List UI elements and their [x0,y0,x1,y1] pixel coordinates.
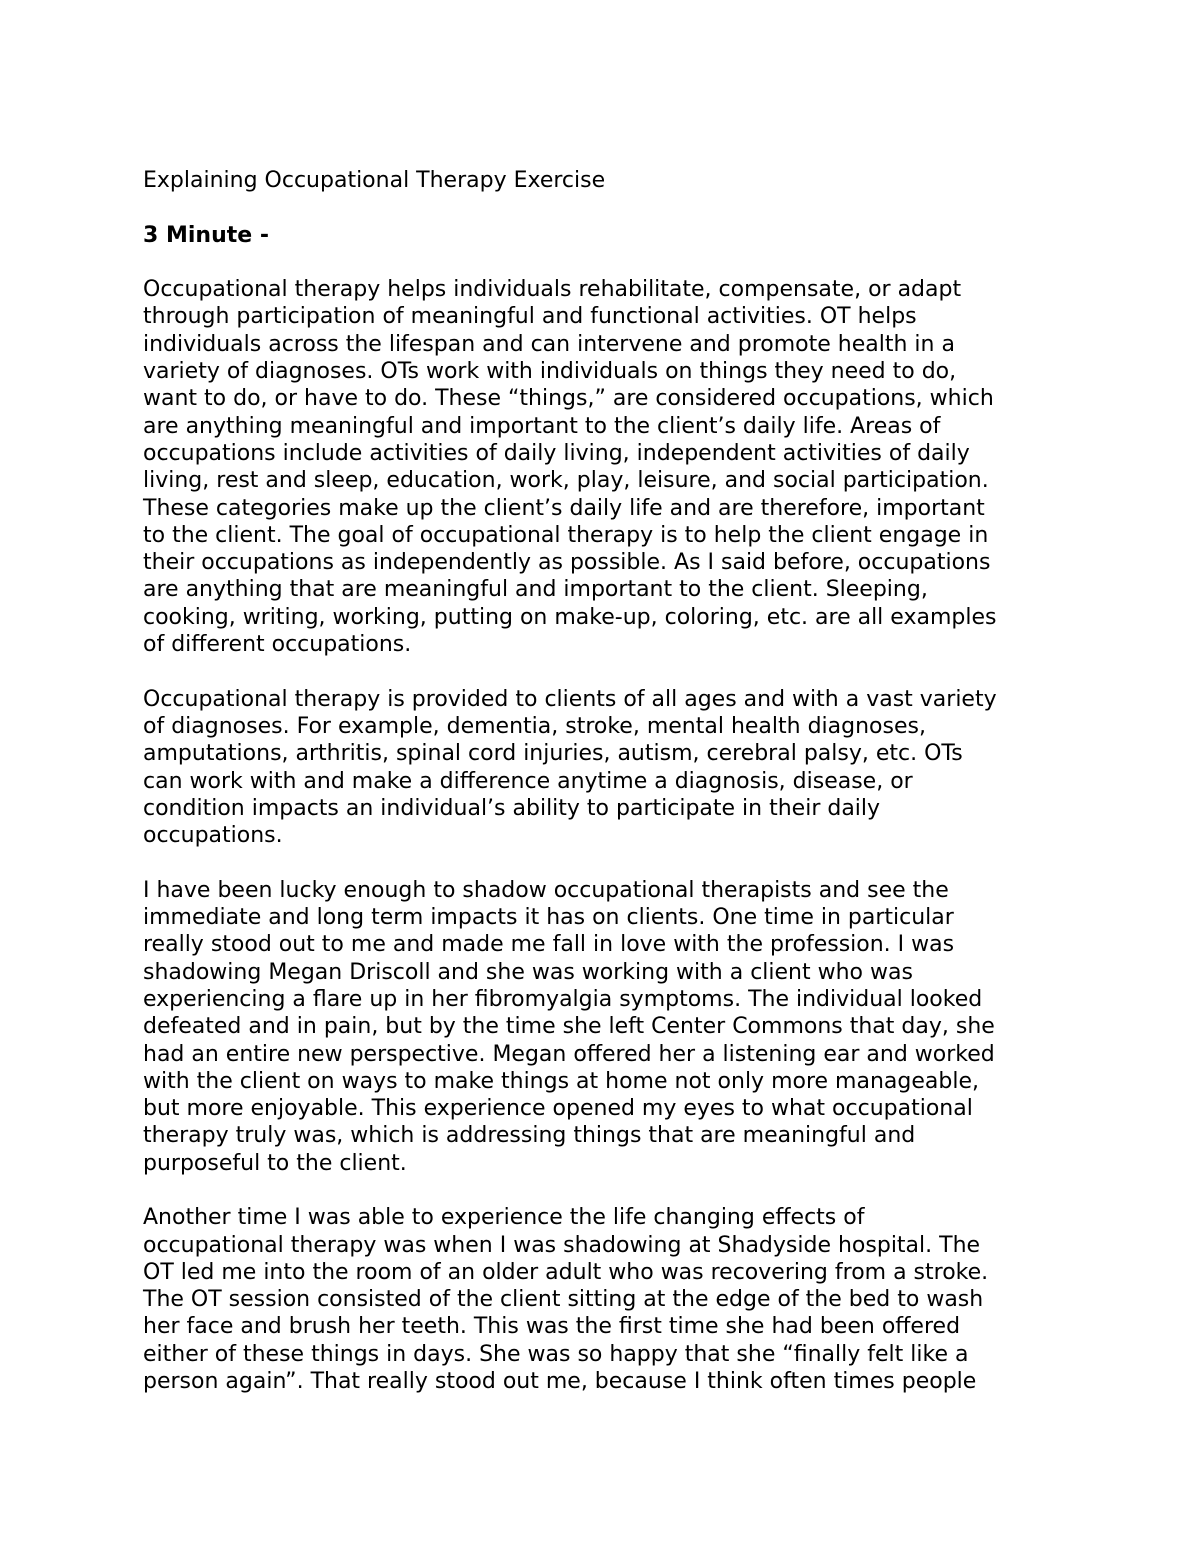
document-body [143,167,1068,1395]
paragraph-what-is-ot: Occupational therapy helps individuals rehabilitate, compensate, or adapt through participation of meaningful and functional activities. OT helps individuals across the lifespan and can intervene and promote health in a variety of diagnoses. OTs work with individuals on things they need to do, want to do, or have to do. These “things,” are considered occupations, which are anything meaningful and important to the client’s daily life. Areas of occupations include activities of daily living, independent activities of daily living, rest and sleep, education, work, play, leisure, and social participation. These categories make up the client’s daily life and are therefore, important to the client. The goal of occupational therapy is to help the client engage in their occupations as independently as possible. As I said before, occupations are anything that are meaningful and important to the client. Sleeping, cooking, writing, working, putting on make-up, coloring, etc. are all examples of different occupations. [143,277,997,658]
document-subtitle: 3 Minute - [143,222,269,248]
paragraph-shadowing-experience: I have been lucky enough to shadow occupational therapists and see the immediate and long term impacts it has on clients. One time in particular really stood out to me and made me fall in love with the profession. I was shadowing Megan Driscoll and she was working with a client who was experiencing a flare up in her fibromyalgia symptoms. The individual looked defeated and in pain, but by the time she left Center Commons that day, she had an entire new perspective. Megan offered her a listening ear and worked with the client on ways to make things at home not only more manageable, but more enjoyable. This experience opened my eyes to what occupational therapy truly was, which is addressing things that are meaningful and purposeful to the client. [143,877,995,1176]
document-title: Explaining Occupational Therapy Exercise [143,168,606,193]
paragraph-who-ot-serves: Occupational therapy is provided to clients of all ages and with a vast variety of diagnoses. For example, dementia, stroke, mental health diagnoses, amputations, arthritis, spinal cord injuries, autism, cerebral palsy, etc. OTs can work with and make a difference anytime a diagnosis, disease, or condition impacts an individual’s ability to participate in their daily occupations. [143,686,997,849]
paragraph-shadyside-experience: Another time I was able to experience the life changing effects of occupational therapy was when I was shadowing at Shadyside hospital. The OT led me into the room of an older adult who was recovering from a stroke. The OT session consisted of the client sitting at the edge of the bed to wash her face and brush her teeth. This was the first time she had been offered either of these things in days. She was so happy that she “finally felt like a person again”. That really stood out me, because I think often times people [143,1205,989,1395]
